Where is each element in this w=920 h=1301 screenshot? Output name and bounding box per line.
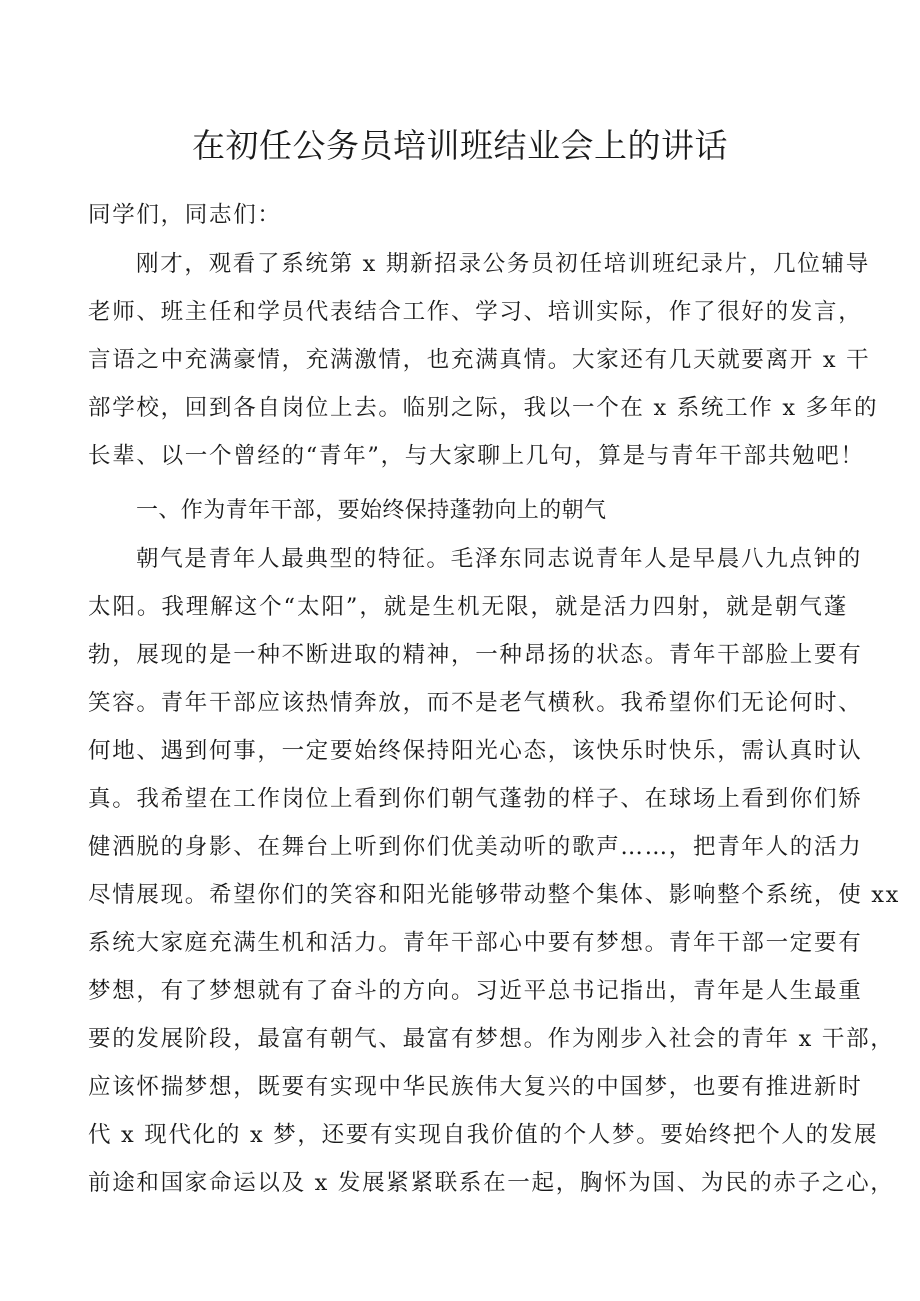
paragraph-1-line: 部学校，回到各自岗位上去。临别之际，我以一个在 x 系统工作 x 多年的 — [88, 395, 879, 421]
paragraph-2-line: 勃，展现的是一种不断进取的精神，一种昂扬的状态。青年干部脸上要有 — [88, 642, 863, 668]
section-heading: 一、作为青年干部，要始终保持蓬勃向上的朝气 — [136, 498, 607, 523]
paragraph-1-line: 刚才，观看了系统第 x 期新招录公务员初任培训班纪录片，几位辅导 — [136, 251, 870, 277]
paragraph-2-line: 何地、遇到何事，一定要始终保持阳光心态，该快乐时快乐，需认真时认 — [88, 738, 863, 764]
paragraph-2-line: 前途和国家命运以及 x 发展紧紧联系在一起，胸怀为国、为民的赤子之心， — [88, 1170, 895, 1196]
paragraph-2-line: 笑容。青年干部应该热情奔放，而不是老气横秋。我希望你们无论何时、 — [88, 690, 863, 716]
paragraph-2-line: 健洒脱的身影、在舞台上听到你们优美动听的歌声……，把青年人的活力 — [88, 834, 863, 860]
paragraph-2-line: 系统大家庭充满生机和活力。青年干部心中要有梦想。青年干部一定要有 — [88, 930, 863, 956]
paragraph-2-line: 梦想，有了梦想就有了奋斗的方向。习近平总书记指出，青年是人生最重 — [88, 978, 863, 1004]
paragraph-1-line: 言语之中充满豪情，充满激情，也充满真情。大家还有几天就要离开 x 干 — [88, 347, 871, 373]
paragraph-2-line: 要的发展阶段，最富有朝气、最富有梦想。作为刚步入社会的青年 x 干部， — [88, 1026, 895, 1052]
paragraph-2-line: 尽情展现。希望你们的笑容和阳光能够带动整个集体、影响整个系统，使 xx — [88, 882, 901, 908]
paragraph-2-line: 朝气是青年人最典型的特征。毛泽东同志说青年人是早晨八九点钟的 — [136, 546, 863, 572]
document-title: 在初任公务员培训班结业会上的讲话 — [192, 126, 728, 165]
greeting: 同学们，同志们： — [88, 202, 282, 228]
paragraph-1-line: 老师、班主任和学员代表结合工作、学习、培训实际，作了很好的发言， — [88, 299, 863, 325]
paragraph-2-line: 太阳。我理解这个“太阳”，就是生机无限，就是活力四射，就是朝气蓬 — [88, 594, 848, 620]
paragraph-2-line: 真。我希望在工作岗位上看到你们朝气蓬勃的样子、在球场上看到你们矫 — [88, 786, 863, 812]
paragraph-2-line: 应该怀揣梦想，既要有实现中华民族伟大复兴的中国梦，也要有推进新时 — [88, 1074, 863, 1100]
paragraph-1-line: 长辈、以一个曾经的“青年”，与大家聊上几句，算是与青年干部共勉吧！ — [88, 443, 865, 469]
paragraph-2-line: 代 x 现代化的 x 梦，还要有实现自我价值的个人梦。要始终把个人的发展 — [88, 1122, 879, 1148]
